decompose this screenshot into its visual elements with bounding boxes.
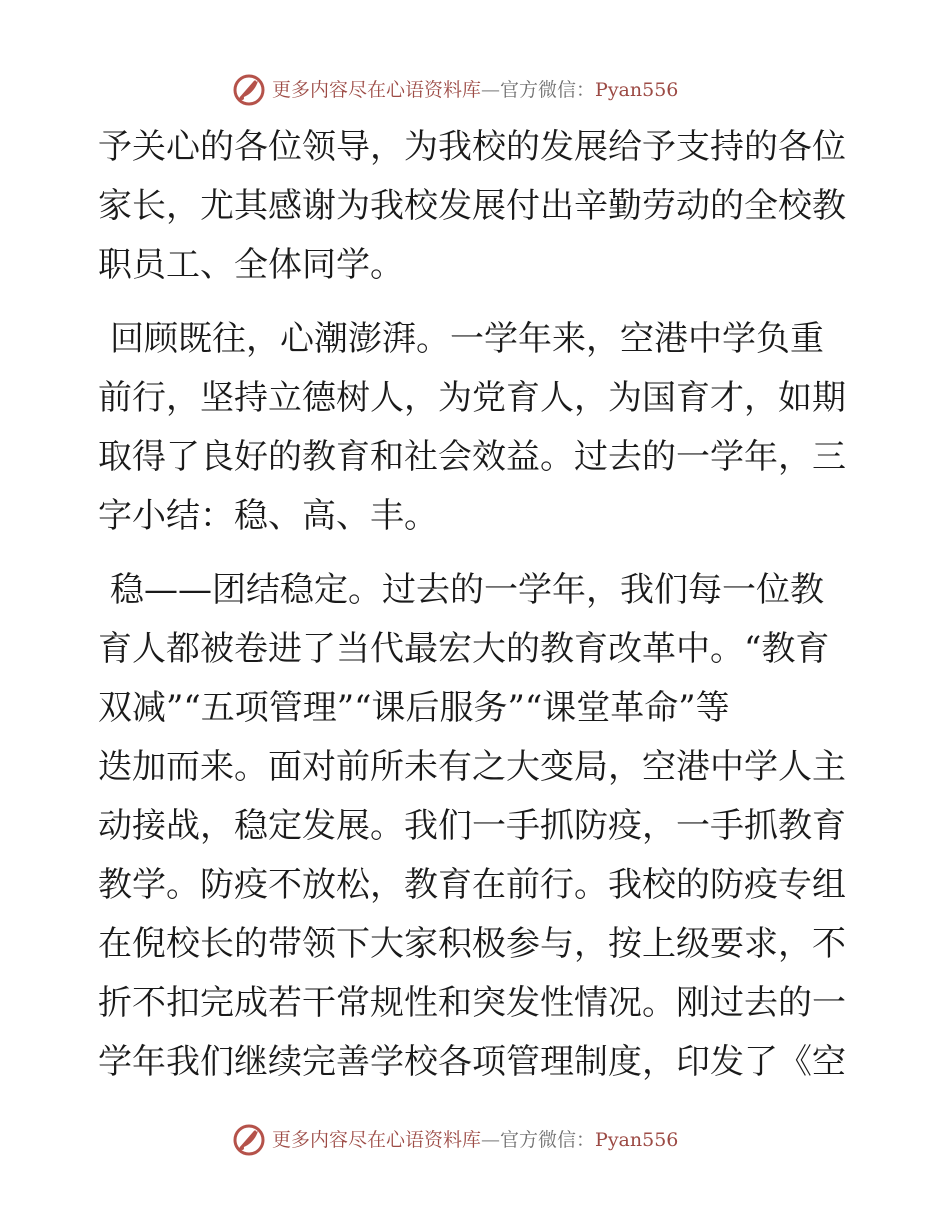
paragraph-2	[98, 310, 858, 546]
text-line: 予关心的各位领导，为我校的发展给予支持的各位	[98, 127, 846, 167]
paragraph-1	[98, 118, 858, 295]
text-line: 前行，坚持立德树人，为党育人，为国育才，如期	[98, 378, 846, 418]
quill-pen-logo-icon	[232, 1123, 266, 1157]
text-line: 学年我们继续完善学校各项管理制度，印发了《空	[98, 1042, 846, 1082]
text-line: 折不扣完成若干常规性和突发性情况。刚过去的一	[98, 983, 846, 1023]
header-watermark-text	[272, 78, 678, 102]
text-line: 动接战，稳定发展。我们一手抓防疫，一手抓教育	[98, 806, 846, 846]
watermark-wechat-label: 官方微信：	[500, 79, 596, 101]
header-watermark	[0, 70, 950, 110]
footer-watermark-text	[272, 1128, 678, 1152]
watermark-main-text: 更多内容尽在心语资料库	[272, 1129, 482, 1151]
text-line: 回顾既往，心潮澎湃。一学年来，空港中学负重	[110, 319, 824, 359]
text-line: 双减”“五项管理”“课后服务”“课堂革命”等	[98, 688, 730, 728]
text-line: 字小结：稳、高、丰。	[98, 496, 438, 536]
text-line: 家长，尤其感谢为我校发展付出辛勤劳动的全校教	[98, 186, 846, 226]
text-line: 在倪校长的带领下大家积极参与，按上级要求，不	[98, 924, 846, 964]
text-line: 取得了良好的教育和社会效益。过去的一学年，三	[98, 437, 846, 477]
text-line: 稳——团结稳定。过去的一学年，我们每一位教	[110, 570, 824, 610]
text-line: 教学。防疫不放松，教育在前行。我校的防疫专组	[98, 865, 846, 905]
watermark-wechat-label: 官方微信：	[500, 1129, 596, 1151]
quill-pen-logo-icon	[232, 73, 266, 107]
text-line: 职员工、全体同学。	[98, 245, 404, 285]
text-line: 迭加而来。面对前所未有之大变局，空港中学人主	[98, 747, 846, 787]
footer-watermark	[0, 1120, 950, 1160]
watermark-separator: —	[481, 1129, 501, 1151]
watermark-main-text: 更多内容尽在心语资料库	[272, 79, 482, 101]
text-line: 育人都被卷进了当代最宏大的教育改革中。“教育	[98, 629, 830, 669]
watermark-separator: —	[481, 79, 501, 101]
watermark-wechat-id: Pyan556	[595, 1129, 679, 1151]
paragraph-3	[98, 561, 858, 1092]
watermark-wechat-id: Pyan556	[595, 79, 679, 101]
